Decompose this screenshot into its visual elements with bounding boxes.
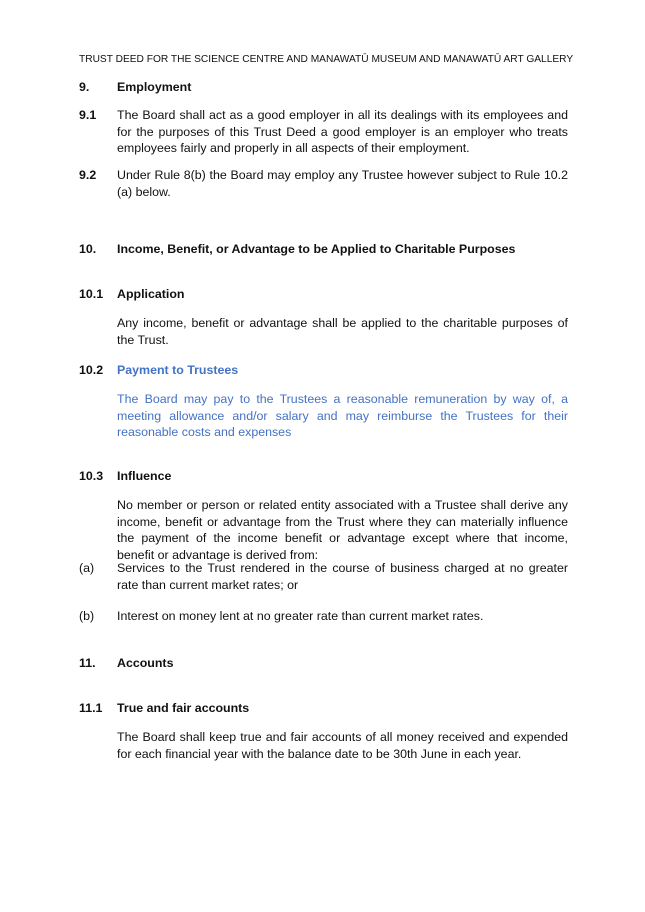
clause-number: 10.2 <box>79 363 104 377</box>
running-header: TRUST DEED FOR THE SCIENCE CENTRE AND MANAWATŪ MUSEUM AND MANAWATŪ ART GALLERY <box>79 54 574 65</box>
clause-title: Payment to Trustees <box>117 363 239 377</box>
clause-10-3-body <box>79 497 568 563</box>
item-label: (a) <box>79 561 95 575</box>
clause-title: Application <box>117 287 185 301</box>
section-number: 11. <box>79 656 96 670</box>
clause-10-2-heading <box>79 362 568 379</box>
section-title: Accounts <box>117 656 174 670</box>
section-number: 9. <box>79 80 90 94</box>
clause-text: No member or person or related entity associated with a Trustee shall derive any income, benefit or advantage from the Trust where they can materially influence the payment of the income benefit or advantage except where that income, benefit or advantage is derived from: <box>117 498 568 562</box>
section-11-heading <box>79 655 568 672</box>
clause-9-1 <box>79 107 568 157</box>
section-title: Income, Benefit, or Advantage to be Applied to Charitable Purposes <box>117 242 516 256</box>
clause-11-1-body <box>79 729 568 762</box>
clause-10-2-body <box>79 391 568 441</box>
clause-number: 10.1 <box>79 287 104 301</box>
item-text: Services to the Trust rendered in the course of business charged at no greater rate than current market rates; or <box>117 561 568 592</box>
clause-text: Under Rule 8(b) the Board may employ any Trustee however subject to Rule 10.2 (a) below. <box>117 168 568 199</box>
section-number: 10. <box>79 242 97 256</box>
clause-10-3-item-b <box>79 608 568 625</box>
item-text: Interest on money lent at no greater rate than current market rates. <box>117 609 484 623</box>
clause-11-1-heading <box>79 700 568 717</box>
clause-title: True and fair accounts <box>117 701 250 715</box>
clause-text: The Board shall keep true and fair accounts of all money received and expended for each financial year with the balance date to be 30th June in each year. <box>117 730 568 761</box>
clause-title: Influence <box>117 469 172 483</box>
section-title: Employment <box>117 80 192 94</box>
clause-10-1-heading <box>79 286 568 303</box>
clause-10-3-item-a <box>79 560 568 593</box>
clause-number: 9.2 <box>79 168 97 182</box>
item-label: (b) <box>79 609 95 623</box>
clause-number: 10.3 <box>79 469 104 483</box>
clause-number: 9.1 <box>79 108 97 122</box>
clause-text: Any income, benefit or advantage shall be applied to the charitable purposes of the Trust. <box>117 316 568 347</box>
clause-text: The Board shall act as a good employer in all its dealings with its employees and for the purposes of this Trust Deed a good employer is an employer who treats employees fairly and properly in all aspects of their employment. <box>117 108 568 155</box>
clause-number: 11.1 <box>79 701 103 715</box>
clause-text: The Board may pay to the Trustees a reasonable remuneration by way of, a meeting allowance and/or salary and may reimburse the Trustees for their reasonable costs and expenses <box>117 392 568 439</box>
section-10-heading <box>79 241 568 258</box>
clause-10-1-body <box>79 315 568 348</box>
clause-10-3-heading <box>79 468 568 485</box>
section-9-heading <box>79 79 568 96</box>
clause-9-2 <box>79 167 568 200</box>
